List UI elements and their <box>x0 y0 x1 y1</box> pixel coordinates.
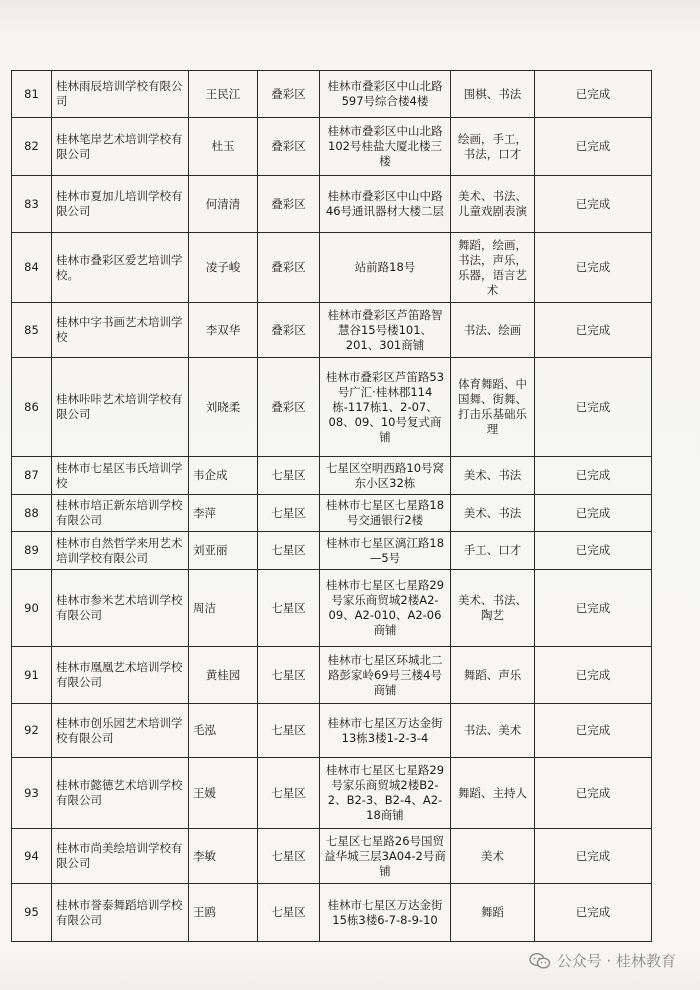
institution-name-cell: 桂林咔咔艺术培训学校有限公司 <box>52 358 189 457</box>
address-cell: 桂林市叠彩区中山北路102号桂盐大厦北楼三楼 <box>320 118 451 176</box>
district-cell: 叠彩区 <box>258 358 320 457</box>
status-cell: 已完成 <box>535 532 652 570</box>
status-cell: 已完成 <box>535 884 652 942</box>
table-row <box>12 71 652 118</box>
courses-cell: 美术、书法、陶艺 <box>451 570 535 647</box>
row-number-cell: 85 <box>12 303 52 358</box>
district-cell: 七星区 <box>258 704 320 758</box>
address-cell: 桂林市七星区七星路29号家乐商贸城2楼B2-2、B2-3、B2-4、A2-18商铺 <box>320 758 451 829</box>
institution-name-cell: 桂林市誉泰舞蹈培训学校有限公司 <box>52 884 189 942</box>
status-cell: 已完成 <box>535 704 652 758</box>
district-cell: 七星区 <box>258 457 320 495</box>
row-number-cell: 83 <box>12 176 52 233</box>
table-row <box>12 118 652 176</box>
address-cell: 桂林市叠彩区芦笛路53号广汇·桂林郡114栋-117栋1、2-07、08、09、10号复式商铺 <box>320 358 451 457</box>
courses-cell: 舞蹈，绘画，书法，声乐，乐器，语言艺术 <box>451 233 535 303</box>
status-cell: 已完成 <box>535 570 652 647</box>
watermark <box>529 950 676 971</box>
table-row <box>12 457 652 495</box>
watermark-text: 公众号 · 桂林教育 <box>556 952 676 970</box>
legal-representative-cell: 王民江 <box>189 71 258 118</box>
table-row <box>12 829 652 884</box>
address-cell: 桂林市七星区万达金街13栋3楼1-2-3-4 <box>320 704 451 758</box>
institution-table <box>11 70 652 942</box>
institution-name-cell: 桂林笔岸艺术培训学校有限公司 <box>52 118 189 176</box>
table-row <box>12 495 652 532</box>
row-number-cell: 88 <box>12 495 52 532</box>
district-cell: 叠彩区 <box>258 176 320 233</box>
row-number-cell: 95 <box>12 884 52 942</box>
status-cell: 已完成 <box>535 758 652 829</box>
institution-name-cell: 桂林市培正新东培训学校有限公司 <box>52 495 189 532</box>
status-cell: 已完成 <box>535 233 652 303</box>
institution-name-cell: 桂林市夏加儿培训学校有限公司 <box>52 176 189 233</box>
address-cell: 桂林市七星区漓江路18—5号 <box>320 532 451 570</box>
legal-representative-cell: 何清清 <box>189 176 258 233</box>
table-row <box>12 176 652 233</box>
status-cell: 已完成 <box>535 495 652 532</box>
legal-representative-cell: 杜玉 <box>189 118 258 176</box>
legal-representative-cell: 刘晓柔 <box>189 358 258 457</box>
courses-cell: 书法、美术 <box>451 704 535 758</box>
address-cell: 桂林市七星区环城北二路彭家岭69号三楼4号商铺 <box>320 647 451 704</box>
district-cell: 七星区 <box>258 570 320 647</box>
institution-name-cell: 桂林市凰凰艺术培训学校有限公司 <box>52 647 189 704</box>
table-row <box>12 570 652 647</box>
table-row <box>12 647 652 704</box>
table-row <box>12 704 652 758</box>
table-row <box>12 884 652 942</box>
table-row <box>12 358 652 457</box>
district-cell: 叠彩区 <box>258 303 320 358</box>
legal-representative-cell: 毛泓 <box>189 704 258 758</box>
legal-representative-cell: 韦企成 <box>189 457 258 495</box>
district-cell: 七星区 <box>258 829 320 884</box>
table-row <box>12 233 652 303</box>
legal-representative-cell: 黄桂园 <box>189 647 258 704</box>
row-number-cell: 87 <box>12 457 52 495</box>
legal-representative-cell: 李萍 <box>189 495 258 532</box>
legal-representative-cell: 王鸥 <box>189 884 258 942</box>
courses-cell: 绘画，手工，书法，口才 <box>451 118 535 176</box>
status-cell: 已完成 <box>535 176 652 233</box>
wechat-official-account-icon <box>529 952 551 970</box>
row-number-cell: 81 <box>12 71 52 118</box>
courses-cell: 手工、口才 <box>451 532 535 570</box>
row-number-cell: 92 <box>12 704 52 758</box>
courses-cell: 舞蹈、主持人 <box>451 758 535 829</box>
courses-cell: 美术、书法 <box>451 457 535 495</box>
address-cell: 站前路18号 <box>320 233 451 303</box>
address-cell: 桂林市叠彩区中山北路597号综合楼4楼 <box>320 71 451 118</box>
courses-cell: 美术、书法、儿童戏剧表演 <box>451 176 535 233</box>
institution-name-cell: 桂林市叠彩区爱艺培训学校。 <box>52 233 189 303</box>
address-cell: 桂林市叠彩区中山中路46号通讯器材大楼二层 <box>320 176 451 233</box>
row-number-cell: 86 <box>12 358 52 457</box>
courses-cell: 美术 <box>451 829 535 884</box>
status-cell: 已完成 <box>535 358 652 457</box>
district-cell: 叠彩区 <box>258 71 320 118</box>
institution-name-cell: 桂林市自然哲学来用艺术培训学校有限公司 <box>52 532 189 570</box>
address-cell: 桂林市七星区七星路29号家乐商贸城2楼A2-09、A2-010、A2-06商铺 <box>320 570 451 647</box>
district-cell: 叠彩区 <box>258 233 320 303</box>
status-cell: 已完成 <box>535 118 652 176</box>
legal-representative-cell: 凌子峻 <box>189 233 258 303</box>
legal-representative-cell: 李双华 <box>189 303 258 358</box>
district-cell: 七星区 <box>258 884 320 942</box>
table-row <box>12 303 652 358</box>
institution-name-cell: 桂林雨辰培训学校有限公司 <box>52 71 189 118</box>
legal-representative-cell: 刘亚丽 <box>189 532 258 570</box>
status-cell: 已完成 <box>535 71 652 118</box>
status-cell: 已完成 <box>535 829 652 884</box>
row-number-cell: 93 <box>12 758 52 829</box>
status-cell: 已完成 <box>535 457 652 495</box>
address-cell: 桂林市七星区七星路18号交通银行2楼 <box>320 495 451 532</box>
row-number-cell: 89 <box>12 532 52 570</box>
legal-representative-cell: 周洁 <box>189 570 258 647</box>
courses-cell: 舞蹈、声乐 <box>451 647 535 704</box>
table-row <box>12 758 652 829</box>
address-cell: 桂林市叠彩区芦笛路智慧谷15号楼101、201、301商铺 <box>320 303 451 358</box>
table-row <box>12 532 652 570</box>
institution-name-cell: 桂林中字书画艺术培训学校 <box>52 303 189 358</box>
legal-representative-cell: 王媛 <box>189 758 258 829</box>
courses-cell: 美术、书法 <box>451 495 535 532</box>
courses-cell: 书法、绘画 <box>451 303 535 358</box>
status-cell: 已完成 <box>535 303 652 358</box>
institution-name-cell: 桂林市懿德艺术培训学校有限公司 <box>52 758 189 829</box>
address-cell: 七星区七星路26号国贸益华城三层3A04-2号商铺 <box>320 829 451 884</box>
institution-name-cell: 桂林市尚美绘培训学校有限公司 <box>52 829 189 884</box>
district-cell: 七星区 <box>258 495 320 532</box>
legal-representative-cell: 李敏 <box>189 829 258 884</box>
row-number-cell: 82 <box>12 118 52 176</box>
district-cell: 七星区 <box>258 647 320 704</box>
district-cell: 七星区 <box>258 532 320 570</box>
address-cell: 七星区空明西路10号窝东小区32栋 <box>320 457 451 495</box>
district-cell: 叠彩区 <box>258 118 320 176</box>
row-number-cell: 84 <box>12 233 52 303</box>
courses-cell: 舞蹈 <box>451 884 535 942</box>
institution-name-cell: 桂林市创乐园艺术培训学校有限公司 <box>52 704 189 758</box>
row-number-cell: 90 <box>12 570 52 647</box>
institution-name-cell: 桂林市参米艺术培训学校有限公司 <box>52 570 189 647</box>
courses-cell: 体育舞蹈、中国舞、街舞、打击乐基础乐理 <box>451 358 535 457</box>
address-cell: 桂林市七星区万达金街15栋3楼6-7-8-9-10 <box>320 884 451 942</box>
row-number-cell: 91 <box>12 647 52 704</box>
institution-name-cell: 桂林市七星区韦氏培训学校 <box>52 457 189 495</box>
courses-cell: 围棋、书法 <box>451 71 535 118</box>
district-cell: 七星区 <box>258 758 320 829</box>
status-cell: 已完成 <box>535 647 652 704</box>
row-number-cell: 94 <box>12 829 52 884</box>
